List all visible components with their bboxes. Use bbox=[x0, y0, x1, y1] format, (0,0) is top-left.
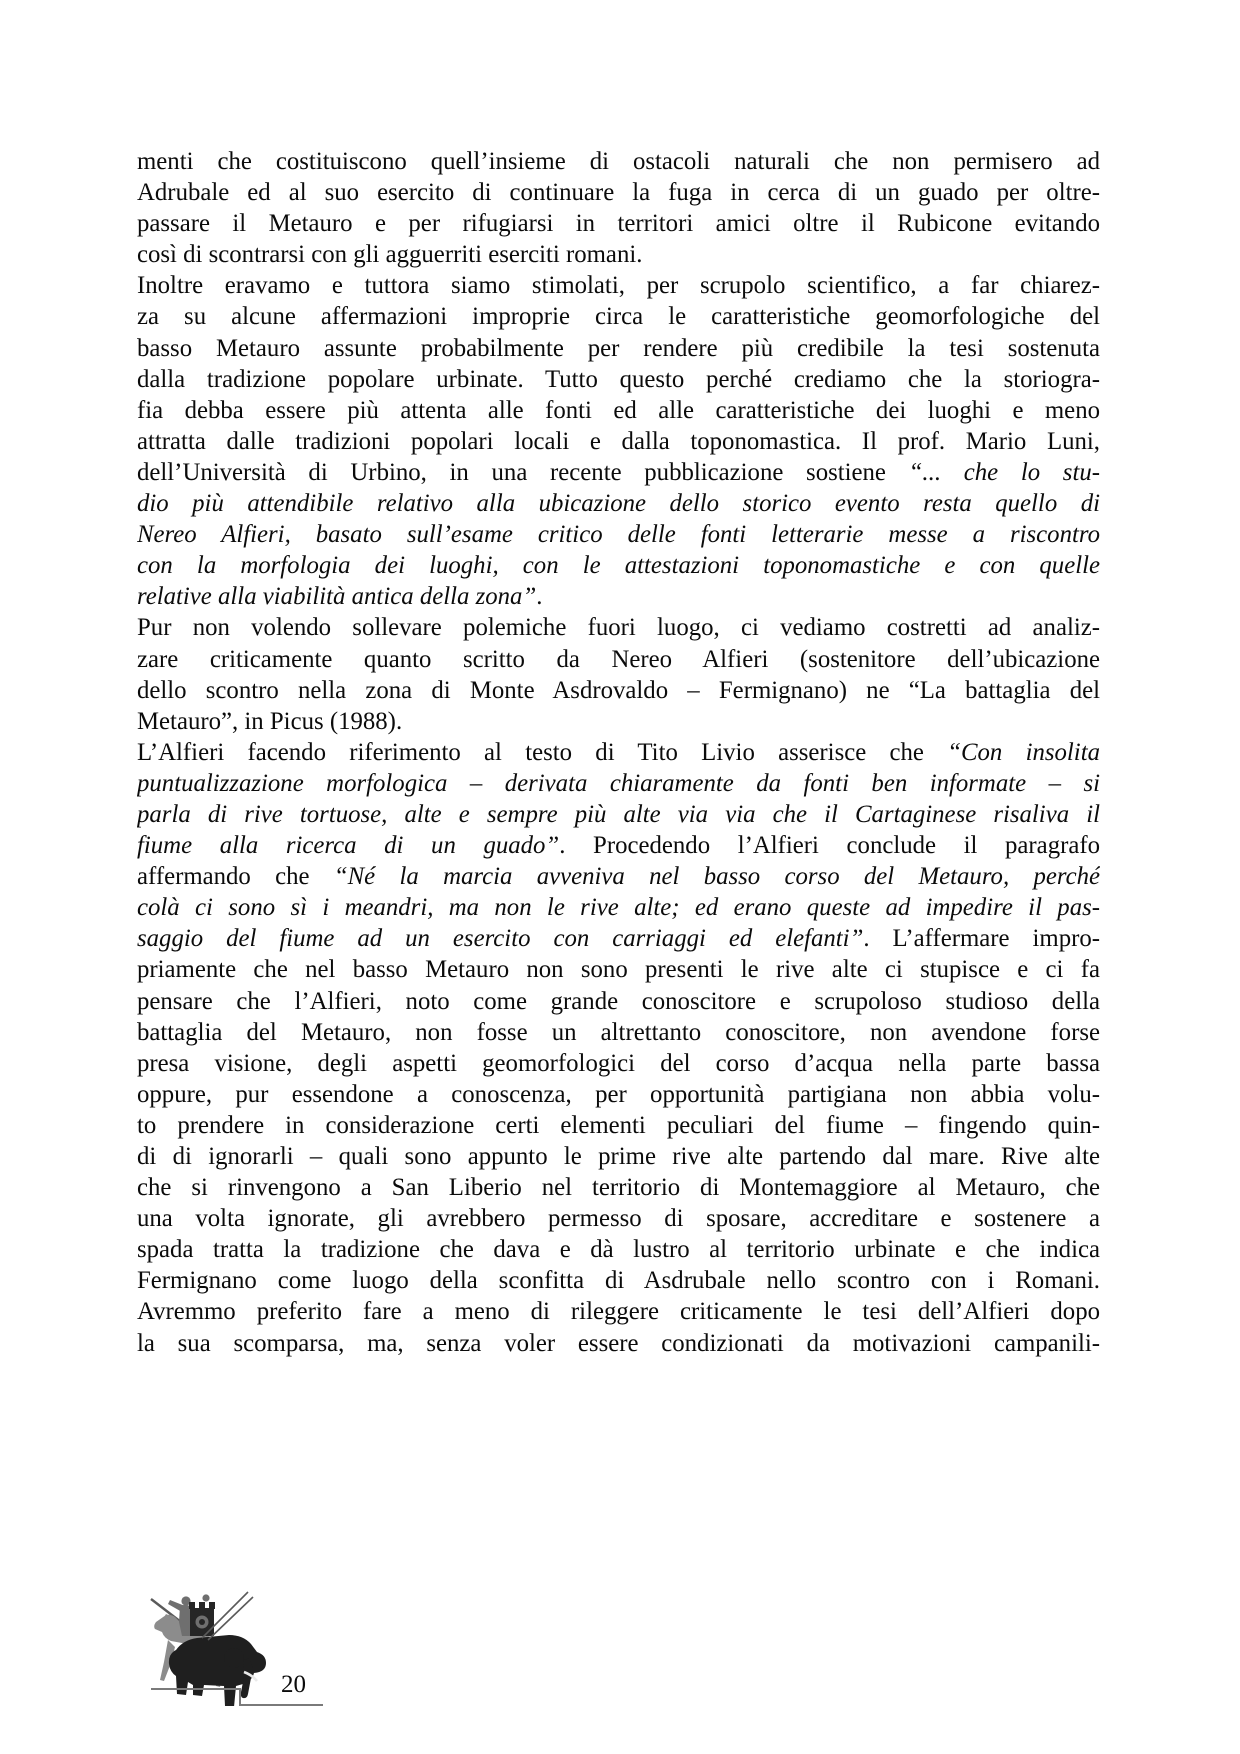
text-segment: così di scontrarsi con gli agguerriti eserciti romani. bbox=[137, 241, 643, 269]
text-segment: . Procedendo l’Alfieri conclude il paragrafo bbox=[559, 832, 1100, 860]
text-line bbox=[137, 892, 1100, 923]
text-line bbox=[137, 612, 1100, 643]
text-block bbox=[137, 146, 1100, 1359]
text-line bbox=[137, 954, 1100, 985]
text-line bbox=[137, 146, 1100, 177]
text-line bbox=[137, 457, 1100, 488]
text-line bbox=[137, 208, 1100, 239]
text-segment: priamente che nel basso Metauro non sono presenti le rive alte ci stupisce e ci fa bbox=[137, 956, 1100, 984]
text-line bbox=[137, 1017, 1100, 1048]
text-segment: dell’Università di Urbino, in una recente pubblicazione sostiene bbox=[137, 458, 909, 486]
text-line bbox=[137, 799, 1100, 830]
text-line bbox=[137, 675, 1100, 706]
text-segment: una volta ignorate, gli avrebbero permesso di sposare, accreditare e sostenere a bbox=[137, 1205, 1100, 1233]
text-line bbox=[137, 1048, 1100, 1079]
text-segment: colà ci sono sì i meandri, ma non le rive alte; ed erano queste ad impedire il pas- bbox=[137, 894, 1100, 922]
text-line bbox=[137, 706, 1100, 737]
text-line bbox=[137, 239, 1100, 270]
text-line bbox=[137, 519, 1100, 550]
text-line bbox=[137, 1110, 1100, 1141]
text-segment: presa visione, degli aspetti geomorfologici del corso d’acqua nella parte bassa bbox=[137, 1049, 1100, 1077]
text-line bbox=[137, 737, 1100, 768]
text-segment: battaglia del Metauro, non fosse un altrettanto conoscitore, non avendone forse bbox=[137, 1018, 1100, 1046]
text-segment: basso Metauro assunte probabilmente per rendere più credibile la tesi sostenuta bbox=[137, 334, 1100, 362]
text-line bbox=[137, 1234, 1100, 1265]
text-segment: “Con insolita bbox=[947, 738, 1100, 766]
text-segment: . bbox=[536, 583, 543, 611]
text-segment: che si rinvengono a San Liberio nel territorio di Montemaggiore al Metauro, che bbox=[137, 1174, 1100, 1202]
text-line bbox=[137, 1203, 1100, 1234]
text-line bbox=[137, 986, 1100, 1017]
text-line bbox=[137, 177, 1100, 208]
text-segment: to prendere in considerazione certi elementi peculiari del fiume – fingendo quin- bbox=[137, 1111, 1100, 1139]
turret-rider-head bbox=[202, 1594, 209, 1601]
text-segment: L’Alfieri facendo riferimento al testo di Tito Livio asserisce che bbox=[137, 738, 948, 766]
text-segment: fiume alla ricerca di un guado” bbox=[137, 832, 560, 860]
text-segment: . L’affermare impro- bbox=[863, 925, 1100, 953]
text-segment: puntualizzazione morfologica – derivata chiaramente da fonti ben informate – si bbox=[137, 769, 1100, 797]
text-line bbox=[137, 550, 1100, 581]
footer-rule-lower bbox=[239, 1704, 323, 1706]
text-line bbox=[137, 768, 1100, 799]
text-segment: Pur non volendo sollevare polemiche fuori luogo, ci vediamo costretti ad analiz- bbox=[137, 614, 1100, 642]
page-number: 20 bbox=[281, 1671, 306, 1698]
text-segment: la sua scomparsa, ma, senza voler essere condizionati da motivazioni campanili- bbox=[137, 1329, 1100, 1357]
text-segment: di di ignorarli – quali sono appunto le prime rive alte partendo dal mare. Rive alte bbox=[137, 1143, 1100, 1170]
text-line bbox=[137, 1079, 1100, 1110]
text-line bbox=[137, 644, 1100, 675]
text-segment: “... che lo stu- bbox=[908, 458, 1100, 486]
text-segment: Avremmo preferito fare a meno di rileggere criticamente le tesi dell’Alfieri dopo bbox=[137, 1298, 1100, 1326]
text-line bbox=[137, 1328, 1100, 1359]
text-segment: dio più attendibile relativo alla ubicazione dello storico evento resta quello di bbox=[137, 490, 1100, 518]
text-segment: relative alla viabilità antica della zona” bbox=[137, 583, 537, 611]
text-segment: affermando che bbox=[137, 863, 334, 891]
text-line bbox=[137, 333, 1100, 364]
text-segment: menti che costituiscono quell’insieme di ostacoli naturali che non permisero ad bbox=[137, 148, 1100, 175]
text-segment: pensare che l’Alfieri, noto come grande conoscitore e scrupoloso studioso della bbox=[137, 987, 1100, 1015]
text-segment: spada tratta la tradizione che dava e dà lustro al territorio urbinate e che indica bbox=[137, 1236, 1100, 1264]
text-segment: Inoltre eravamo e tuttora siamo stimolati, per scrupolo scientifico, a far chiarez- bbox=[137, 272, 1100, 300]
text-segment: parla di rive tortuose, alte e sempre più alte via via che il Cartaginese risaliva il bbox=[137, 800, 1100, 828]
text-segment: Fermignano come luogo della sconfitta di Asdrubale nello scontro con i Romani. bbox=[137, 1267, 1100, 1295]
text-line bbox=[137, 923, 1100, 954]
text-segment: “Né la marcia avveniva nel basso corso del Metauro, perché bbox=[333, 863, 1100, 891]
text-segment: za su alcune affermazioni improprie circa le caratteristiche geomorfologiche del bbox=[137, 303, 1100, 331]
text-segment: fia debba essere più attenta alle fonti ed alle caratteristiche dei luoghi e meno bbox=[137, 396, 1100, 424]
text-line bbox=[137, 395, 1100, 426]
text-line bbox=[137, 581, 1100, 612]
text-line bbox=[137, 1265, 1100, 1296]
turret bbox=[189, 1602, 215, 1636]
text-segment: saggio del fiume ad un esercito con carriaggi ed elefanti” bbox=[137, 925, 864, 953]
elephant-silhouette bbox=[169, 1635, 266, 1706]
text-segment: zare criticamente quanto scritto da Nereo Alfieri (sostenitore dell’ubicazione bbox=[137, 645, 1100, 673]
text-line bbox=[137, 301, 1100, 332]
text-segment: Metauro”, in Picus (1988). bbox=[137, 707, 403, 735]
text-line bbox=[137, 861, 1100, 892]
text-line bbox=[137, 270, 1100, 301]
text-line bbox=[137, 830, 1100, 861]
text-segment: con la morfologia dei luoghi, con le attestazioni toponomastiche e con quelle bbox=[137, 552, 1100, 580]
text-line bbox=[137, 364, 1100, 395]
text-segment: dalla tradizione popolare urbinate. Tutto questo perché crediamo che la storiogra- bbox=[137, 365, 1100, 393]
text-segment: Nereo Alfieri, basato sull’esame critico delle fonti letterarie messe a riscontro bbox=[137, 521, 1100, 549]
text-line bbox=[137, 1296, 1100, 1327]
text-segment: Adrubale ed al suo esercito di continuare la fuga in cerca di un guado per oltre- bbox=[137, 179, 1100, 207]
text-line bbox=[137, 1141, 1100, 1172]
text-line bbox=[137, 426, 1100, 457]
text-segment: attratta dalle tradizioni popolari locali e dalla toponomastica. Il prof. Mario Luni, bbox=[137, 427, 1100, 455]
text-line bbox=[137, 1172, 1100, 1203]
text-segment: oppure, pur essendone a conoscenza, per opportunità partigiana non abbia volu- bbox=[137, 1080, 1100, 1108]
text-line bbox=[137, 488, 1100, 519]
footer-rule-upper bbox=[151, 1688, 241, 1690]
text-segment: passare il Metauro e per rifugiarsi in territori amici oltre il Rubicone evitando bbox=[137, 210, 1100, 238]
text-segment: dello scontro nella zona di Monte Asdrovaldo – Fermignano) ne “La battaglia del bbox=[137, 676, 1100, 704]
